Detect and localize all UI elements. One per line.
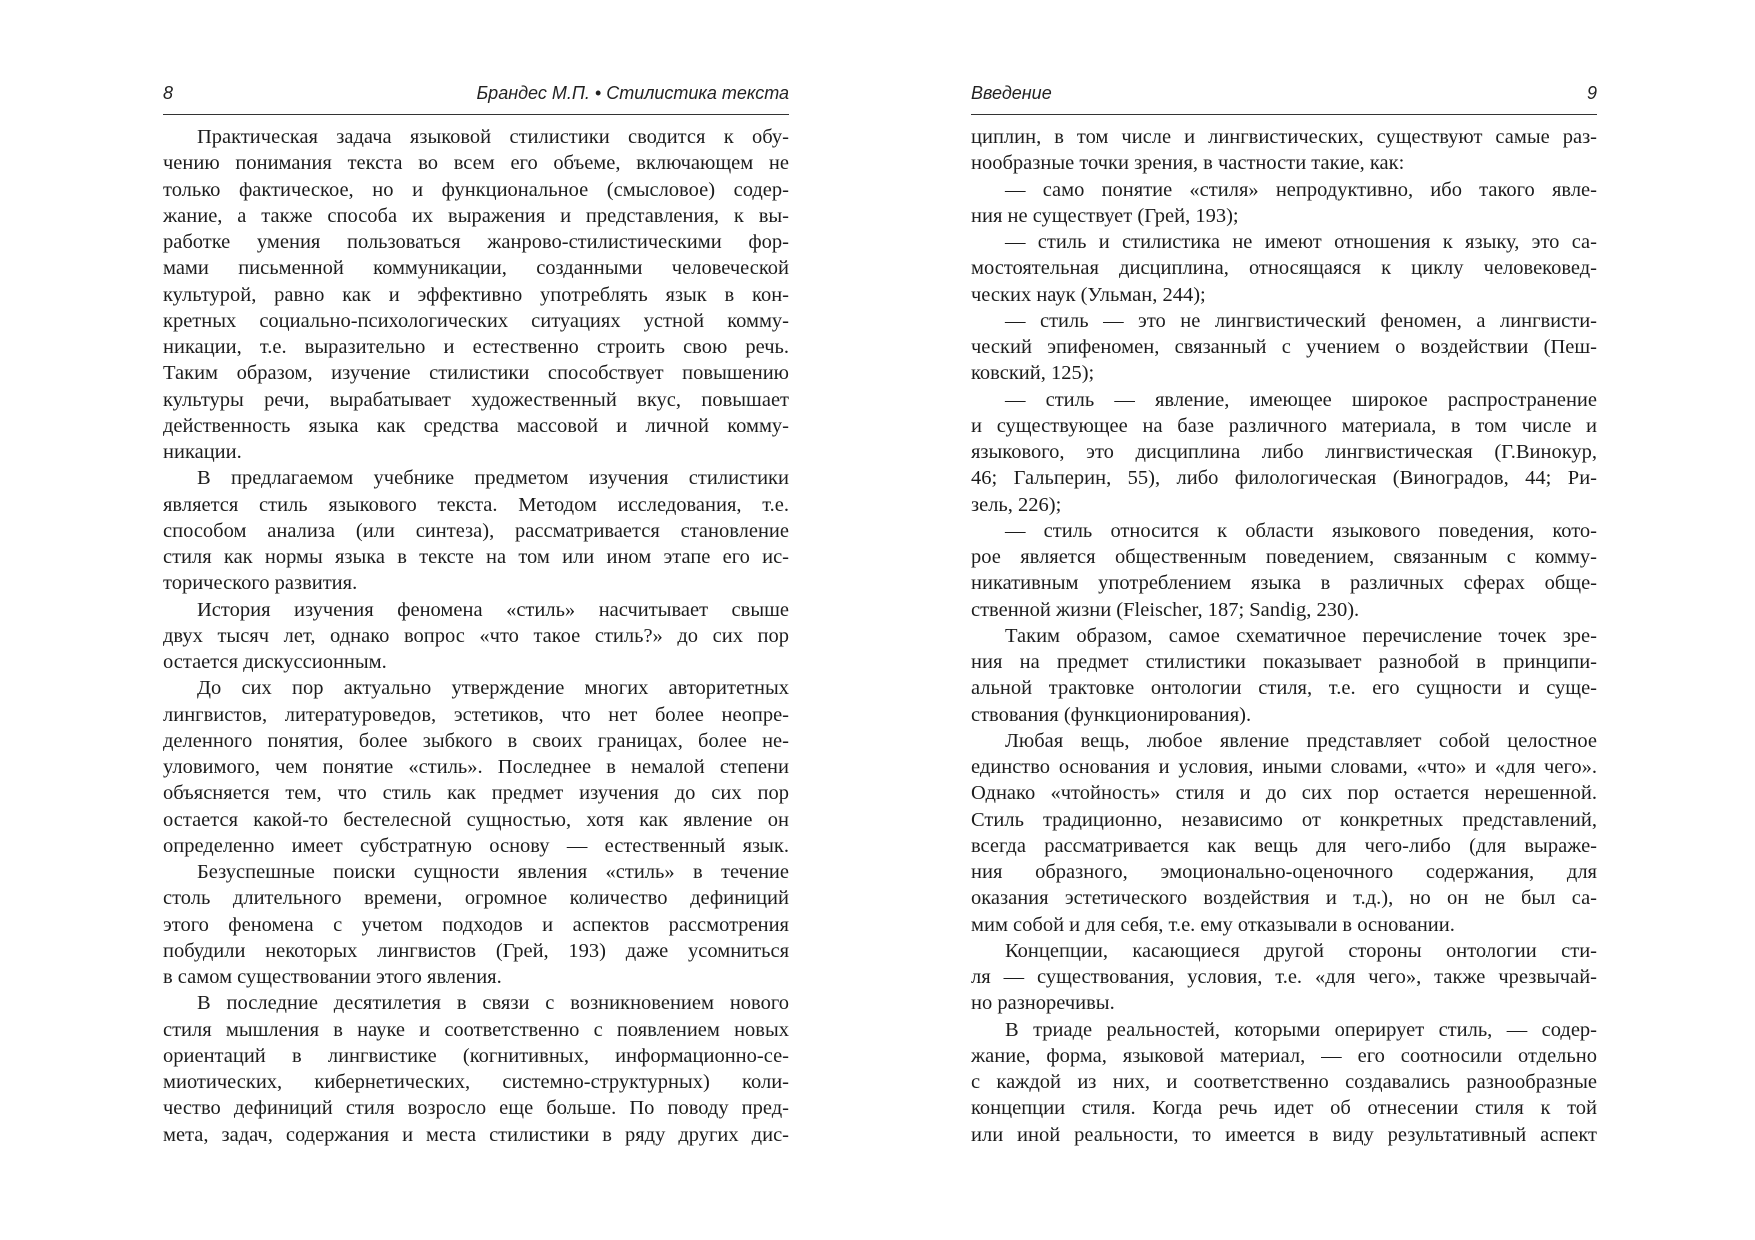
text-line: столь длительного времени, огромное количество дефиниций xyxy=(163,887,789,910)
text-line: В триаде реальностей, которыми оперирует стиль, — содер- xyxy=(1005,1018,1597,1041)
text-line: оказания эстетического воздействия и т.д.), но он не был са- xyxy=(971,887,1597,910)
text-line: объясняется тем, что стиль как предмет изучения до сих пор xyxy=(163,782,789,805)
text-line: альной трактовке онтологии стиля, т.е. его сущности и суще- xyxy=(971,677,1597,700)
text-line: никативным употреблением языка в различных сферах обще- xyxy=(971,572,1597,595)
text-line: остается дискуссионным. xyxy=(163,651,387,673)
text-line: языкового, это дисциплина либо лингвистическая (Г.Винокур, xyxy=(971,441,1597,463)
text-line: торического развития. xyxy=(163,572,358,595)
text-line: этого феномена с учетом подходов и аспектов рассмотрения xyxy=(163,913,789,936)
text-line: Любая вещь, любое явление представляет собой целостное xyxy=(1005,729,1597,752)
text-line: ствования (функционирования). xyxy=(971,703,1252,726)
text-line: В предлагаемом учебнике предметом изучения стилистики xyxy=(197,467,789,490)
text-line: культуры речи, вырабатывает художественный вкус, повышает xyxy=(163,388,789,411)
text-line: культурой, равно как и эффективно употреблять язык в кон- xyxy=(163,283,789,306)
text-line: Безуспешные поиски сущности явления «стиль» в течение xyxy=(197,861,789,883)
text-line: рое является общественным поведением, связанным с комму- xyxy=(971,546,1597,568)
running-head xyxy=(163,80,789,115)
text-line: ля — существования, условия, т.е. «для чего», также чрезвычай- xyxy=(971,966,1597,988)
text-line: — стиль — явление, имеющее широкое распространение xyxy=(1005,388,1597,411)
text-line: До сих пор актуально утверждение многих авторитетных xyxy=(197,677,789,700)
left-page xyxy=(163,0,789,1240)
text-line: всегда рассматривается как вещь для чего-либо (для выраже- xyxy=(971,834,1597,857)
text-line: — стиль — это не лингвистический феномен, а лингвисти- xyxy=(1005,309,1597,332)
text-line: ственной жизни (Fleischer, 187; Sandig, 230). xyxy=(971,598,1360,621)
text-line: Практическая задача языковой стилистики сводится к обу- xyxy=(197,126,789,148)
text-line: чению понимания текста во всем его объеме, включающем не xyxy=(163,152,789,175)
text-line: побудили некоторых лингвистов (Грей, 193) даже усомниться xyxy=(163,939,789,962)
text-line: стиля мышления в науке и соответственно с появлением новых xyxy=(163,1018,789,1041)
text-line: или иной реальности, то имеется в виду результативный аспект xyxy=(971,1123,1597,1146)
text-line: лингвистов, литературоведов, эстетиков, что нет более неопре- xyxy=(163,703,789,726)
text-line: остается какой-то бестелесной сущностью, хотя как явление он xyxy=(163,808,789,831)
right-page xyxy=(971,0,1597,1240)
page-number: 8 xyxy=(163,83,174,103)
text-line: мостоятельная дисциплина, относящаяся к циклу человековед- xyxy=(971,257,1597,280)
section-title: Введение xyxy=(971,83,1052,103)
text-line: концепции стиля. Когда речь идет об отнесении стиля к той xyxy=(971,1097,1597,1120)
text-line: чество дефиниций стиля возросло еще больше. По поводу пред- xyxy=(163,1097,789,1120)
text-line: ческий эпифеномен, связанный с учением о воздействии (Пеш- xyxy=(971,336,1597,358)
text-line: ния образного, эмоционально-оценочного содержания, для xyxy=(971,861,1597,883)
text-line: единство основания и условия, иными словами, «что» и «для чего». xyxy=(971,756,1597,778)
text-line: мами письменной коммуникации, созданными человеческой xyxy=(163,257,789,280)
text-line: История изучения феномена «стиль» насчитывает свыше xyxy=(197,598,789,621)
text-line: двух тысяч лет, однако вопрос «что такое стиль?» до сих пор xyxy=(163,624,789,647)
text-line: Однако «чтойность» стиля и до сих пор остается нерешенной. xyxy=(971,782,1597,805)
text-line: ориентаций в лингвистике (когнитивных, информационно-се- xyxy=(163,1044,789,1067)
text-line: ковский, 125); xyxy=(971,362,1095,385)
text-line: кретных социально-психологических ситуациях устной комму- xyxy=(163,309,789,332)
text-line: Таким образом, изучение стилистики способствует повышению xyxy=(163,362,789,385)
text-line: жание, форма, языковой материал, — его соотносили отдельно xyxy=(971,1044,1597,1067)
text-line: миотических, кибернетических, системно-структурных) коли- xyxy=(163,1071,789,1093)
text-line: Таким образом, самое схематичное перечисление точек зре- xyxy=(1005,624,1597,647)
text-line: но разноречивы. xyxy=(971,992,1115,1015)
text-line: В последние десятилетия в связи с возникновением нового xyxy=(197,992,789,1015)
text-line: только фактическое, но и функциональное (смысловое) содер- xyxy=(163,178,789,201)
text-line: циплин, в том числе и лингвистических, существуют самые раз- xyxy=(971,126,1597,148)
text-line: ния на предмет стилистики показывает разнобой в принципи- xyxy=(971,651,1597,673)
text-line: действенность языка как средства массовой и личной комму- xyxy=(163,414,789,437)
text-line: с каждой из них, и соответственно создавались разнообразные xyxy=(971,1071,1597,1093)
text-line: уловимого, чем понятие «стиль». Последнее в немалой степени xyxy=(163,756,789,778)
text-line: и существующее на базе различного материала, в том числе и xyxy=(971,414,1597,437)
text-line: зель, 226); xyxy=(971,493,1062,516)
running-head xyxy=(971,80,1597,115)
text-line: ческих наук (Ульман, 244); xyxy=(971,283,1206,306)
text-line: деленного понятия, более зыбкого в своих границах, более не- xyxy=(163,729,789,752)
text-line: способом анализа (или синтеза), рассматривается становление xyxy=(163,519,789,542)
text-line: никации. xyxy=(163,441,242,463)
text-line: Концепции, касающиеся другой стороны онтологии сти- xyxy=(1005,939,1597,962)
body-text xyxy=(163,124,789,1148)
book-title: Брандес М.П. • Стилистика текста xyxy=(476,83,789,103)
page-number: 9 xyxy=(1586,83,1597,103)
text-line: определенно имеет субстратную основу — естественный язык. xyxy=(163,834,789,857)
text-line: жание, а также способа их выражения и представления, к вы- xyxy=(163,204,789,227)
text-line: в самом существовании этого явления. xyxy=(163,966,502,988)
text-line: является стиль языкового текста. Методом исследования, т.е. xyxy=(163,493,789,516)
body-text xyxy=(971,124,1597,1148)
text-line: мим собой и для себя, т.е. ему отказывали в основании. xyxy=(971,913,1455,936)
text-line: мета, задач, содержания и места стилистики в ряду других дис- xyxy=(163,1123,789,1146)
text-line: нообразные точки зрения, в частности такие, как: xyxy=(971,152,1405,175)
text-line: — стиль и стилистика не имеют отношения к языку, это са- xyxy=(1005,231,1597,253)
text-line: 46; Гальперин, 55), либо филологическая (Виноградов, 44; Ри- xyxy=(971,467,1597,490)
text-line: ния не существует (Грей, 193); xyxy=(971,204,1239,227)
text-line: стиля как нормы языка в тексте на том или ином этапе его ис- xyxy=(163,546,789,568)
text-line: — стиль относится к области языкового поведения, кото- xyxy=(1005,519,1597,542)
text-line: никации, т.е. выразительно и естественно строить свою речь. xyxy=(163,336,789,358)
text-line: работке умения пользоваться жанрово-стилистическими фор- xyxy=(163,231,789,253)
text-line: Стиль традиционно, независимо от конкретных представлений, xyxy=(971,808,1597,831)
text-line: — само понятие «стиля» непродуктивно, ибо такого явле- xyxy=(1005,178,1597,201)
